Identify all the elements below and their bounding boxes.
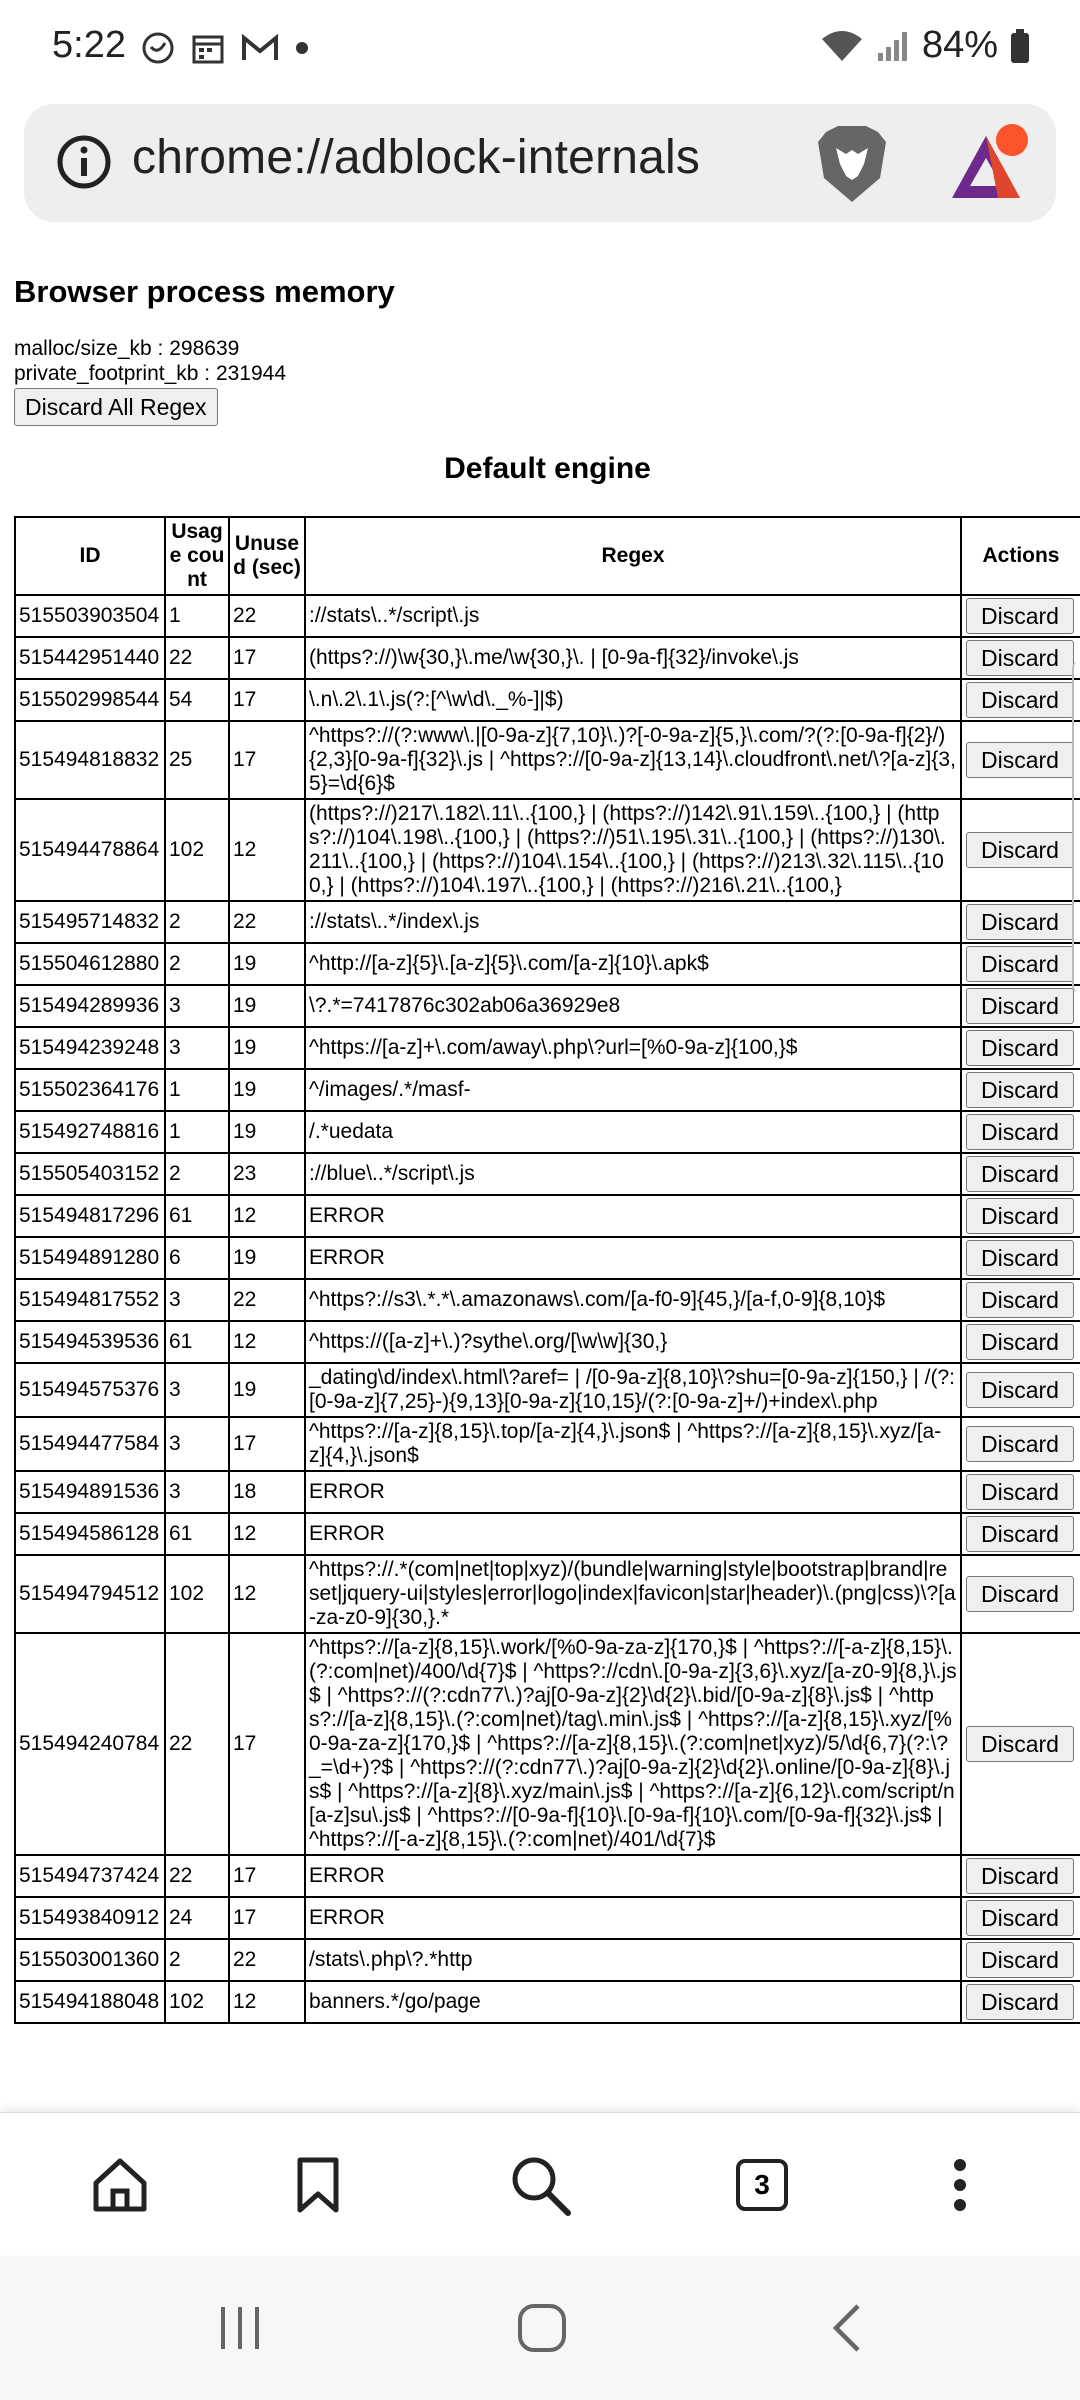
cell-usage-count: 3 <box>165 1363 229 1417</box>
cell-actions <box>961 1279 1080 1321</box>
cell-usage-count: 2 <box>165 943 229 985</box>
cell-unused-sec: 12 <box>229 1981 305 2023</box>
cell-unused-sec: 22 <box>229 1279 305 1321</box>
discard-button[interactable]: Discard <box>966 682 1074 718</box>
tab-switcher-button[interactable] <box>722 2145 802 2225</box>
calendar-icon <box>190 30 226 66</box>
table-row <box>15 1279 1080 1321</box>
cell-id: 515494817552 <box>15 1279 165 1321</box>
discard-button[interactable]: Discard <box>966 640 1074 676</box>
gmail-icon <box>240 32 280 64</box>
cell-id: 515494289936 <box>15 985 165 1027</box>
discard-button[interactable]: Discard <box>966 1900 1074 1936</box>
table-row <box>15 1555 1080 1633</box>
cell-unused-sec: 12 <box>229 1195 305 1237</box>
cell-actions <box>961 637 1080 679</box>
regex-table <box>14 516 1080 2024</box>
signal-icon <box>876 29 910 63</box>
discard-button[interactable]: Discard <box>966 1576 1074 1612</box>
table-header-row <box>15 517 1080 595</box>
table-row <box>15 1237 1080 1279</box>
cell-unused-sec: 19 <box>229 985 305 1027</box>
discard-button[interactable]: Discard <box>966 1474 1074 1510</box>
cell-id: 515442951440 <box>15 637 165 679</box>
cell-id: 515494239248 <box>15 1027 165 1069</box>
cell-actions <box>961 1981 1080 2023</box>
cell-usage-count: 22 <box>165 1633 229 1855</box>
cell-usage-count: 102 <box>165 799 229 901</box>
discard-button[interactable]: Discard <box>966 1114 1074 1150</box>
cell-id: 515494240784 <box>15 1633 165 1855</box>
cell-unused-sec: 19 <box>229 943 305 985</box>
private-footprint: private_footprint_kb : 231944 <box>14 362 287 385</box>
home-nav-button[interactable] <box>502 2296 582 2360</box>
back-button[interactable] <box>806 2296 886 2360</box>
discard-button[interactable]: Discard <box>966 1072 1074 1108</box>
cell-id: 515503903504 <box>15 595 165 637</box>
cell-usage-count: 3 <box>165 1279 229 1321</box>
discard-button[interactable]: Discard <box>966 1030 1074 1066</box>
cell-actions <box>961 1153 1080 1195</box>
cell-regex: (https?://)217\.182\.11\..{100,} | (https?://)142\.91\.159\..{100,} | (https?://)104\.198\..{100,} | (https?://)51\.195\.31\..{100,} | (https?://)130\.211\..{100,} | (https?://)104\.154\..{100,} | (https?://)213\.32\.115\..{100,} | (https?://)104\.197\..{100,} | (https?://)216\.21\..{100,} <box>305 799 961 901</box>
url-text[interactable]: chrome://adblock-internals <box>132 131 701 184</box>
cell-regex: ^https?://(?:www\.|[0-9a-z]{7,10}\.)?[-0-9a-z]{5,}\.com/?(?:[0-9a-f]{2}/){2,3}[0-9a-f]{32}\.js | ^https?://[0-9a-z]{13,14}\.cloudfront\.net/\?[a-z]{3,5}=\d{6}$ <box>305 721 961 799</box>
cell-unused-sec: 17 <box>229 1897 305 1939</box>
cell-regex: ://blue\..*/script\.js <box>305 1153 961 1195</box>
home-circle-icon <box>516 2302 568 2354</box>
scrollbar[interactable] <box>1072 662 1080 992</box>
cell-regex: ERROR <box>305 1897 961 1939</box>
cell-regex: ^https?://[a-z]{8,15}\.top/[a-z]{4,}\.json$ | ^https?://[a-z]{8,15}\.xyz/[a-z]{4,}\.json$ <box>305 1417 961 1471</box>
home-icon <box>90 2155 150 2215</box>
cell-unused-sec: 22 <box>229 901 305 943</box>
info-icon[interactable] <box>56 134 112 190</box>
table-row <box>15 1363 1080 1417</box>
discard-button[interactable]: Discard <box>966 1282 1074 1318</box>
more-menu-icon <box>950 2157 970 2213</box>
system-nav-bar <box>0 2256 1080 2400</box>
discard-button[interactable]: Discard <box>966 904 1074 940</box>
cell-usage-count: 24 <box>165 1897 229 1939</box>
recent-apps-button[interactable] <box>200 2296 280 2360</box>
header-unused: Unused (sec) <box>229 517 305 595</box>
cell-unused-sec: 12 <box>229 1555 305 1633</box>
cell-unused-sec: 12 <box>229 799 305 901</box>
cell-usage-count: 2 <box>165 1153 229 1195</box>
header-id: ID <box>15 517 165 595</box>
cell-unused-sec: 19 <box>229 1027 305 1069</box>
table-row <box>15 637 1080 679</box>
cell-usage-count: 54 <box>165 679 229 721</box>
cell-usage-count: 3 <box>165 1027 229 1069</box>
malloc-size: malloc/size_kb : 298639 <box>14 337 240 360</box>
discard-button[interactable]: Discard <box>966 1156 1074 1192</box>
cell-id: 515494575376 <box>15 1363 165 1417</box>
cell-unused-sec: 17 <box>229 1417 305 1471</box>
cell-id: 515494477584 <box>15 1417 165 1471</box>
cell-id: 515502998544 <box>15 679 165 721</box>
cell-id: 515502364176 <box>15 1069 165 1111</box>
back-icon <box>828 2302 864 2354</box>
cell-actions <box>961 1513 1080 1555</box>
cell-id: 515493840912 <box>15 1897 165 1939</box>
table-row <box>15 679 1080 721</box>
table-row <box>15 799 1080 901</box>
table-row <box>15 595 1080 637</box>
cell-actions <box>961 1195 1080 1237</box>
table-row <box>15 1069 1080 1111</box>
table-row <box>15 1027 1080 1069</box>
cell-actions <box>961 1939 1080 1981</box>
table-row <box>15 1855 1080 1897</box>
bookmark-button[interactable] <box>278 2145 358 2225</box>
cell-actions <box>961 1069 1080 1111</box>
table-row <box>15 943 1080 985</box>
table-row <box>15 1195 1080 1237</box>
notification-dot-icon <box>294 40 310 56</box>
table-row <box>15 1939 1080 1981</box>
cell-unused-sec: 19 <box>229 1237 305 1279</box>
cell-regex: (https?://)\w{30,}\.me/\w{30,}\. | [0-9a-f]{32}/invoke\.js <box>305 637 961 679</box>
cell-id: 515492748816 <box>15 1111 165 1153</box>
cell-actions <box>961 1417 1080 1471</box>
cell-unused-sec: 19 <box>229 1363 305 1417</box>
cell-actions <box>961 901 1080 943</box>
cell-actions <box>961 1237 1080 1279</box>
address-bar[interactable] <box>24 104 1056 222</box>
table-row <box>15 985 1080 1027</box>
cell-regex: ^http://[a-z]{5}\.[a-z]{5}\.com/[a-z]{10}\.apk$ <box>305 943 961 985</box>
cell-regex: /stats\.php\?.*http <box>305 1939 961 1981</box>
table-row <box>15 1633 1080 1855</box>
cell-actions <box>961 1633 1080 1855</box>
cell-regex: ^https?://[a-z]{8,15}\.work/[%0-9a-za-z]{170,}$ | ^https?://[-a-z]{8,15}\.(?:com|net)/400/\d{7}$ | ^https?://cdn\.[0-9a-z]{3,6}\.xyz/[a-z0-9]{8,}\.js$ | ^https?://(?:cdn77\.)?aj[0-9a-z]{2}\d{2}\.bid/[0-9a-z]{8}\.js$ | ^https?://[a-z]{8,15}\.(?:com|net)/tag\.min\.js$ | ^https?://[a-z]{8,15}\.xyz/[%0-9a-za-z]{170,}$ | ^https?://[a-z]{8,15}\.(?:com|net|xyz)/5/\d{6,7}(?:\?_=\d+)?$ | ^https?://(?:cdn77\.)?aj[0-9a-z]{2}\d{2}\.online/[0-9a-z]{8}\.js$ | ^https?://[a-z]{8}\.xyz/main\.js$ | ^https?://[a-z]{6,12}\.com/script/n[a-z]su\.js$ | ^https?://[0-9a-f]{10}\.[0-9a-f]{10}\.com/[0-9a-f]{32}\.js$ | ^https?://[-a-z]{8,15}\.(?:com|net)/401/\d{7}$ <box>305 1633 961 1855</box>
cell-actions <box>961 1897 1080 1939</box>
cell-id: 515494539536 <box>15 1321 165 1363</box>
cell-unused-sec: 22 <box>229 1939 305 1981</box>
discard-all-regex-button[interactable]: Discard All Regex <box>14 388 218 426</box>
discard-button[interactable]: Discard <box>966 1426 1074 1462</box>
cell-usage-count: 102 <box>165 1555 229 1633</box>
cell-regex: ERROR <box>305 1195 961 1237</box>
cell-regex: ^https?://s3\.*.*\.amazonaws\.com/[a-f0-9]{45,}/[a-f,0-9]{8,10}$ <box>305 1279 961 1321</box>
bottom-toolbar <box>0 2112 1080 2253</box>
discard-button[interactable]: Discard <box>966 1726 1074 1762</box>
cell-usage-count: 22 <box>165 637 229 679</box>
cell-regex: _dating\d/index\.html\?aref= | /[0-9a-z]{8,10}\?shu=[0-9a-z]{150,} | /(?:[0-9a-z]{7,25}-){9,13}[0-9a-z]{10,15}/(?:[0-9a-z]+/)+index\.php <box>305 1363 961 1417</box>
cell-id: 515503001360 <box>15 1939 165 1981</box>
cell-unused-sec: 17 <box>229 1855 305 1897</box>
header-usage-count: Usage count <box>165 517 229 595</box>
cell-id: 515494737424 <box>15 1855 165 1897</box>
table-row <box>15 1321 1080 1363</box>
discard-button[interactable]: Discard <box>966 598 1074 634</box>
cell-usage-count: 61 <box>165 1195 229 1237</box>
do-not-disturb-icon <box>140 30 176 66</box>
engine-heading: Default engine <box>444 452 651 485</box>
cell-actions <box>961 1027 1080 1069</box>
cell-actions <box>961 1321 1080 1363</box>
cell-unused-sec: 23 <box>229 1153 305 1195</box>
cell-regex: ERROR <box>305 1513 961 1555</box>
cell-id: 515504612880 <box>15 943 165 985</box>
table-row <box>15 1981 1080 2023</box>
discard-button[interactable]: Discard <box>966 1516 1074 1552</box>
cell-id: 515494188048 <box>15 1981 165 2023</box>
cell-actions <box>961 799 1080 901</box>
cell-usage-count: 25 <box>165 721 229 799</box>
cell-regex: banners.*/go/page <box>305 1981 961 2023</box>
cell-id: 515495714832 <box>15 901 165 943</box>
cell-id: 515494891280 <box>15 1237 165 1279</box>
cell-regex: ERROR <box>305 1237 961 1279</box>
cell-usage-count: 3 <box>165 1417 229 1471</box>
memory-heading: Browser process memory <box>14 274 395 309</box>
status-time: 5:22 <box>52 24 126 66</box>
cell-actions <box>961 1111 1080 1153</box>
header-regex: Regex <box>305 517 961 595</box>
home-button[interactable] <box>80 2145 160 2225</box>
discard-button[interactable]: Discard <box>966 1942 1074 1978</box>
wifi-icon <box>820 29 864 63</box>
discard-button[interactable]: Discard <box>966 946 1074 982</box>
cell-unused-sec: 17 <box>229 1633 305 1855</box>
cell-regex: /.*uedata <box>305 1111 961 1153</box>
table-row <box>15 1153 1080 1195</box>
cell-actions <box>961 679 1080 721</box>
more-menu-button[interactable] <box>920 2145 1000 2225</box>
cell-unused-sec: 19 <box>229 1111 305 1153</box>
cell-actions <box>961 1855 1080 1897</box>
search-button[interactable] <box>500 2145 580 2225</box>
discard-button[interactable]: Discard <box>966 1198 1074 1234</box>
cell-id: 515494891536 <box>15 1471 165 1513</box>
cell-usage-count: 61 <box>165 1321 229 1363</box>
discard-button[interactable]: Discard <box>966 1240 1074 1276</box>
cell-regex: ^/images/.*/masf- <box>305 1069 961 1111</box>
table-row <box>15 1513 1080 1555</box>
brave-rewards-icon[interactable] <box>948 122 1032 204</box>
status-bar <box>0 0 1080 100</box>
cell-usage-count: 2 <box>165 1939 229 1981</box>
cell-unused-sec: 17 <box>229 679 305 721</box>
cell-usage-count: 1 <box>165 1111 229 1153</box>
cell-id: 515505403152 <box>15 1153 165 1195</box>
table-row <box>15 721 1080 799</box>
table-row <box>15 1417 1080 1471</box>
cell-id: 515494817296 <box>15 1195 165 1237</box>
cell-usage-count: 1 <box>165 595 229 637</box>
cell-regex: \?.*=7417876c302ab06a36929e8 <box>305 985 961 1027</box>
recent-apps-icon <box>215 2305 265 2351</box>
cell-actions <box>961 1555 1080 1633</box>
cell-actions <box>961 943 1080 985</box>
cell-unused-sec: 17 <box>229 637 305 679</box>
table-row <box>15 1897 1080 1939</box>
cell-unused-sec: 18 <box>229 1471 305 1513</box>
cell-usage-count: 22 <box>165 1855 229 1897</box>
cell-usage-count: 61 <box>165 1513 229 1555</box>
cell-unused-sec: 12 <box>229 1513 305 1555</box>
discard-button[interactable]: Discard <box>966 988 1074 1024</box>
cell-usage-count: 6 <box>165 1237 229 1279</box>
cell-unused-sec: 17 <box>229 721 305 799</box>
cell-usage-count: 1 <box>165 1069 229 1111</box>
status-notification-icons <box>140 30 310 66</box>
cell-regex: ^https?://.*(com|net|top|xyz)/(bundle|warning|style|bootstrap|brand|reset|jquery-ui|styles|error|logo|index|favicon|star|header)\.(png|css)\?[a-za-z0-9]{30,}.* <box>305 1555 961 1633</box>
cell-id: 515494586128 <box>15 1513 165 1555</box>
cell-regex: ://stats\..*/script\.js <box>305 595 961 637</box>
brave-shields-icon[interactable] <box>814 124 890 204</box>
cell-regex: ERROR <box>305 1855 961 1897</box>
battery-percent: 84% <box>921 24 998 66</box>
cell-id: 515494818832 <box>15 721 165 799</box>
cell-usage-count: 2 <box>165 901 229 943</box>
cell-actions <box>961 985 1080 1027</box>
cell-unused-sec: 19 <box>229 1069 305 1111</box>
header-actions: Actions <box>961 517 1080 595</box>
cell-actions <box>961 721 1080 799</box>
cell-regex: ^https://[a-z]+\.com/away\.php\?url=[%0-9a-z]{100,}$ <box>305 1027 961 1069</box>
battery-icon <box>1010 28 1030 64</box>
cell-usage-count: 3 <box>165 1471 229 1513</box>
table-row <box>15 1471 1080 1513</box>
discard-button[interactable]: Discard <box>966 1372 1074 1408</box>
cell-actions <box>961 1363 1080 1417</box>
discard-button[interactable]: Discard <box>966 1858 1074 1894</box>
discard-button[interactable]: Discard <box>966 742 1074 778</box>
discard-button[interactable]: Discard <box>966 1324 1074 1360</box>
cell-actions <box>961 1471 1080 1513</box>
cell-unused-sec: 22 <box>229 595 305 637</box>
cell-usage-count: 3 <box>165 985 229 1027</box>
table-row <box>15 1111 1080 1153</box>
discard-button[interactable]: Discard <box>966 832 1074 868</box>
cell-actions <box>961 595 1080 637</box>
cell-regex: ^https://([a-z]+\.)?sythe\.org/[\w\w]{30,} <box>305 1321 961 1363</box>
search-icon <box>508 2153 572 2217</box>
page-content <box>0 230 1080 2110</box>
status-system-icons <box>820 24 1030 67</box>
discard-button[interactable]: Discard <box>966 1984 1074 2020</box>
cell-usage-count: 102 <box>165 1981 229 2023</box>
cell-id: 515494794512 <box>15 1555 165 1633</box>
bookmark-icon <box>295 2156 341 2214</box>
cell-regex: \.n\.2\.1\.js(?:[^\w\d\._%-]|$) <box>305 679 961 721</box>
cell-id: 515494478864 <box>15 799 165 901</box>
cell-regex: ://stats\..*/index\.js <box>305 901 961 943</box>
cell-regex: ERROR <box>305 1471 961 1513</box>
table-row <box>15 901 1080 943</box>
cell-unused-sec: 12 <box>229 1321 305 1363</box>
tab-switcher-icon: 3 <box>736 2159 788 2211</box>
